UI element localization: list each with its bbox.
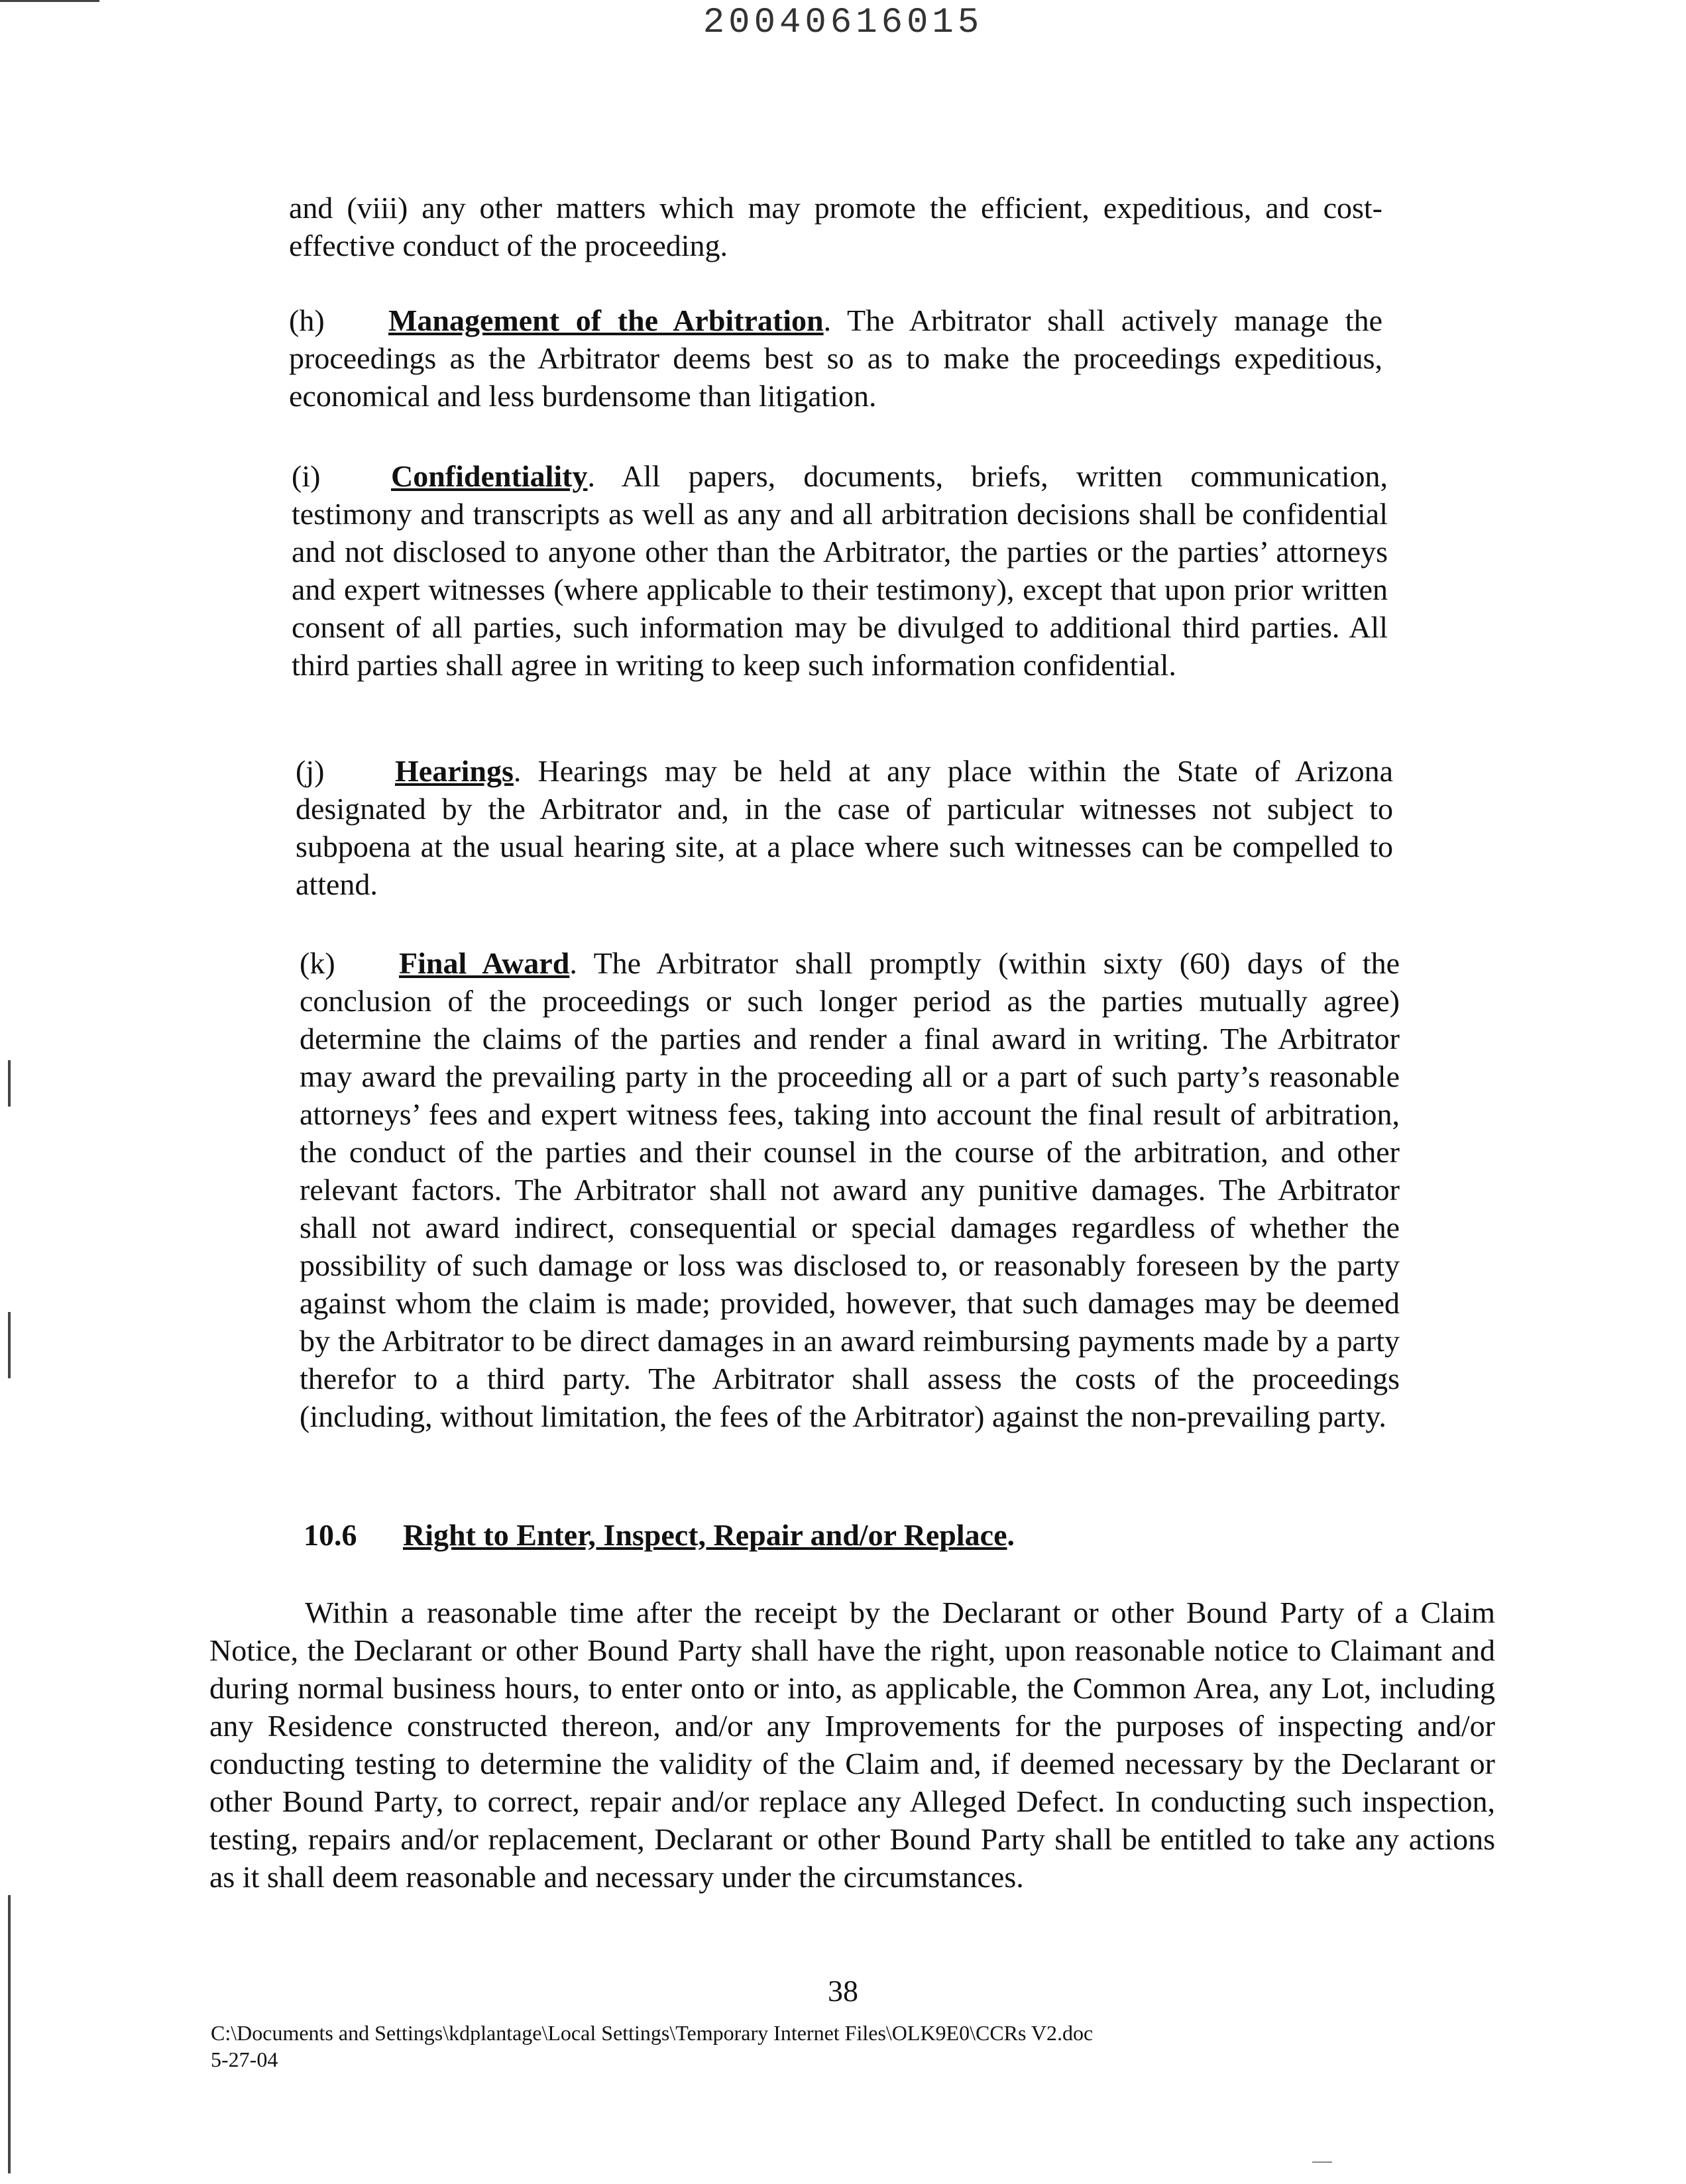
paragraph-heading: Hearings bbox=[395, 754, 514, 788]
paragraph-heading: Final Award bbox=[399, 946, 570, 980]
scan-margin-mark bbox=[8, 1312, 11, 1378]
paragraph-heading: Management of the Arbitration bbox=[388, 303, 824, 337]
paragraph-i: (i) Confidentiality. All papers, documents, briefs, written communication, testimony and transcripts as well as any and all arbitration decisions shall be confidential and not disclosed to anyone other than the Arbitrator, the parties or the parties’ attorneys and expert witnesses (where applicable to their testimony), except that upon prior written consent of all parties, such information may be divulged to additional third parties. All third parties shall agree in writing to keep such information confidential. bbox=[292, 457, 1388, 684]
page-number: 38 bbox=[828, 1974, 858, 2008]
section-title: Right to Enter, Inspect, Repair and/or Replace bbox=[403, 1518, 1007, 1552]
document-stamp-number: 20040616015 bbox=[702, 3, 984, 43]
paragraph-k: (k) Final Award. The Arbitrator shall promptly (within sixty (60) days of the conclusion of the proceedings or such longer period as the parties mutually agree) determine the claims of the parties and render a final award in writing. The Arbitrator may award the prevailing party in the proceeding all or a part of such party’s reasonable attorneys’ fees and expert witness fees, taking into account the final result of arbitration, the conduct of the parties and their counsel in the course of the arbitration, and other relevant factors. The Arbitrator shall not award any punitive damages. The Arbitrator shall not award indirect, consequential or special damages regardless of whether the possibility of such damage or loss was disclosed to, or reasonably foreseen by the party against whom the claim is made; provided, however, that such damages may be deemed by the Arbitrator to be direct damages in an award reimbursing payments made by a party therefor to a third party. The Arbitrator shall assess the costs of the proceedings (including, without limitation, the fees of the Arbitrator) against the non-prevailing party. bbox=[300, 944, 1400, 1435]
paragraph-heading: Confidentiality bbox=[391, 459, 588, 493]
paragraph-text: The Arbitrator shall promptly (within sixty (60) days of the conclusion of the proceedings or such longer period as the parties mutually agree) determine the claims of the parties and render a final award in writing. The Arbitrator may award the prevailing party in the proceeding all or a part of such party’s reasonable attorneys’ fees and expert witness fees, taking into account the final result of arbitration, the conduct of the parties and their counsel in the course of the arbitration, and other relevant factors. The Arbitrator shall not award any punitive damages. The Arbitrator shall not award indirect, consequential or special damages regardless of whether the possibility of such damage or loss was disclosed to, or reasonably foreseen by the party against whom the claim is made; provided, however, that such damages may be deemed by the Arbitrator to be direct damages in an award reimbursing payments made by a party therefor to a third party. The Arbitrator shall assess the costs of the proceedings (including, without limitation, the fees of the Arbitrator) against the non-prevailing party. bbox=[300, 946, 1400, 1433]
footer-date: 5-27-04 bbox=[211, 2048, 278, 2071]
section-number: 10.6 bbox=[304, 1518, 357, 1552]
paragraph-label: (h) bbox=[289, 303, 325, 337]
paragraph-viii: and (viii) any other matters which may promote the efficient, expeditious, and cost-effective conduct of the proceeding. bbox=[289, 191, 1382, 262]
scan-margin-mark bbox=[8, 1060, 11, 1107]
file-path-footer bbox=[211, 2020, 1093, 2073]
section-body: Within a reasonable time after the receipt by the Declarant or other Bound Party of a Claim Notice, the Declarant or other Bound Party shall have the right, upon reasonable notice to Claimant and during normal business hours, to enter onto or into, as applicable, the Common Area, any Lot, including any Residence constructed thereon, and/or any Improvements for the purposes of inspecting and/or conducting testing to determine the validity of the Claim and, if deemed necessary by the Declarant or other Bound Party, to correct, repair and/or replace any Alleged Defect. In conducting such inspection, testing, repairs and/or replacement, Declarant or other Bound Party shall be entitled to take any actions as it shall deem reasonable and necessary under the circumstances. bbox=[209, 1596, 1495, 1894]
paragraph-text: All papers, documents, briefs, written communication, testimony and transcripts as well as any and all arbitration decisions shall be confidential and not disclosed to anyone other than the Arbitrator, the parties or the parties’ attorneys and expert witnesses (where applicable to their testimony), except that upon prior written consent of all parties, such information may be divulged to additional third parties. All third parties shall agree in writing to keep such information confidential. bbox=[292, 459, 1388, 682]
section-heading: 10.6 Right to Enter, Inspect, Repair and/or Replace. bbox=[304, 1518, 1015, 1552]
scan-margin-mark bbox=[8, 1895, 11, 2173]
paragraph-h: (h) Management of the Arbitration. The Arbitrator shall actively manage the proceedings as the Arbitrator deems best so as to make the proceedings expeditious, economical and less burdensome than litigation. bbox=[289, 301, 1382, 415]
paragraph-j: (j) Hearings. Hearings may be held at any place within the State of Arizona designated by the Arbitrator and, in the case of particular witnesses not subject to subpoena at the usual hearing site, at a place where such witnesses can be compelled to attend. bbox=[296, 752, 1393, 903]
scan-edge-line bbox=[0, 0, 99, 2]
paragraph-label: (k) bbox=[300, 946, 335, 980]
paragraph-text: The Arbitrator shall actively manage the proceedings as the Arbitrator deems best so as to make the proceedings expeditious, economical and less burdensome than litigation. bbox=[289, 303, 1383, 413]
footer-path: C:\Documents and Settings\kdplantage\Local Settings\Temporary Internet Files\OLK9E0\CCRs V2.doc bbox=[211, 2021, 1094, 2045]
paragraph-label: (j) bbox=[296, 754, 325, 788]
paragraph-label: (i) bbox=[292, 459, 321, 493]
paragraph-text: Hearings may be held at any place within the State of Arizona designated by the Arbitrator and, in the case of particular witnesses not subject to subpoena at the usual hearing site, at a place where such witnesses can be compelled to attend. bbox=[296, 754, 1393, 901]
scan-dash-mark bbox=[1312, 2161, 1332, 2163]
